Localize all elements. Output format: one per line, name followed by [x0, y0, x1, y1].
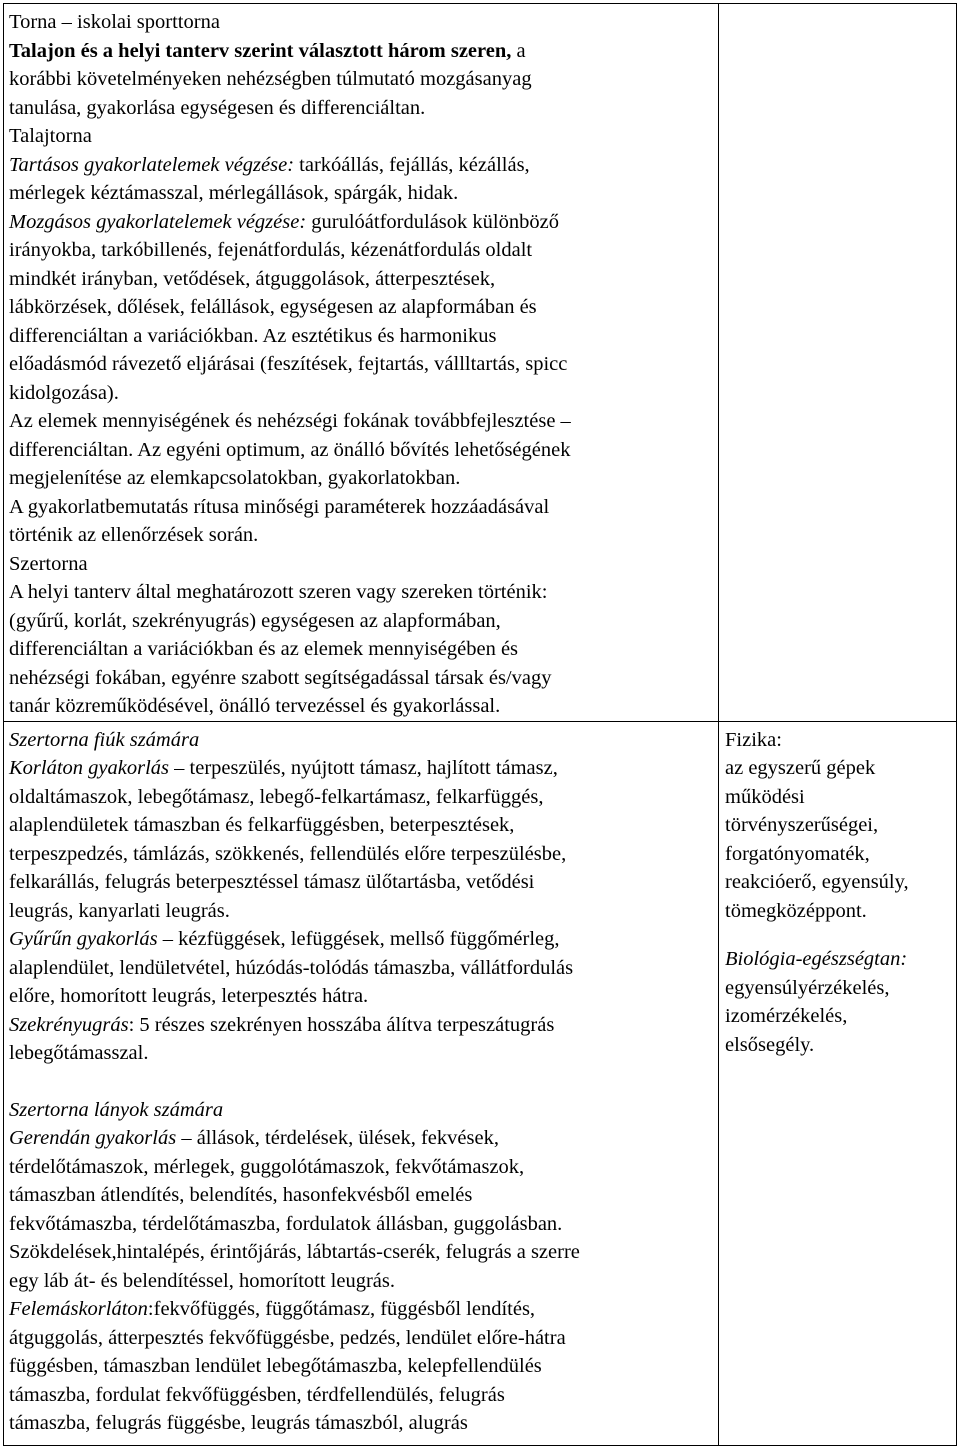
italic-term: Felemáskorláton	[9, 1298, 148, 1320]
text-line	[725, 783, 953, 812]
links-cell-crosscurricular	[719, 721, 957, 1445]
text-segment: differenciáltan a variációkban. Az esztétikus és harmonikus	[9, 324, 497, 347]
text-line	[9, 664, 715, 693]
text-segment: korábbi követelményeken nehézségben túlmutató mozgásanyag	[9, 68, 532, 90]
italic-term: Biológia-egészségtan:	[725, 948, 908, 970]
text-line	[9, 635, 715, 664]
text-segment: Szertorna	[9, 552, 88, 575]
text-segment: A helyi tanterv által meghatározott szeren vagy szereken történik:	[9, 581, 548, 603]
text-segment: : 5 részes szekrényen hosszába álítva terpeszátugrás	[128, 1013, 555, 1036]
text-segment: mérlegek kéztámasszal, mérlegállások, spárgák, hidak.	[9, 182, 459, 204]
curriculum-table	[3, 3, 957, 1446]
text-line	[9, 578, 715, 607]
text-segment: differenciáltan. Az egyéni optimum, az önálló bővítés lehetőségének	[9, 438, 571, 461]
text-segment: támaszba, felugrás függésbe, leugrás támaszból, alugrás	[9, 1412, 468, 1434]
italic-term: Szertorna fiúk számára	[9, 728, 200, 751]
text-segment: tarkóállás, fejállás, kézállás,	[294, 153, 530, 176]
text-line	[9, 925, 715, 954]
text-segment: nehézségi fokában, egyénre szabott segítségadással társak és/vagy	[9, 666, 552, 689]
text-line	[725, 1031, 953, 1060]
italic-term: Mozgásos gyakorlatelemek végzése:	[9, 210, 307, 233]
text-line	[725, 840, 953, 869]
text-segment: mindkét irányban, vetődések, átguggolások, átterpesztések,	[9, 267, 496, 290]
text-segment: támaszba, fordulat fekvőfüggésben, térdfellendülés, felugrás	[9, 1383, 505, 1406]
text-segment: oldaltámaszok, lebegőtámasz, lebegő-felkartámasz, felkarfüggés,	[9, 785, 544, 808]
text-segment: térdelőtámaszok, mérlegek, guggolótámaszok, fekvőtámaszok,	[9, 1155, 525, 1178]
text-line	[725, 868, 953, 897]
text-line	[725, 974, 953, 1003]
text-line	[725, 726, 953, 755]
italic-term: Gyűrűn gyakorlás	[9, 928, 158, 950]
table-row	[4, 4, 957, 722]
text-line	[9, 151, 715, 180]
text-segment: Talajtorna	[9, 125, 92, 147]
text-line	[9, 322, 715, 351]
text-segment: támaszban átlendítés, belendítés, hasonfekvésből emelés	[9, 1184, 473, 1206]
text-line	[9, 1238, 715, 1267]
links-cell-empty	[719, 4, 957, 722]
text-line	[9, 897, 715, 926]
text-segment: a	[511, 39, 526, 62]
text-segment: tömegközéppont.	[725, 899, 867, 922]
text-line	[9, 293, 715, 322]
text-segment: A gyakorlatbemutatás rítusa minőségi paraméterek hozzáadásával	[9, 495, 550, 518]
text-line	[9, 1153, 715, 1182]
text-line	[9, 208, 715, 237]
text-line	[9, 1210, 715, 1239]
text-segment: függésben, támaszban lendület lebegőtámaszba, kelepfellendülés	[9, 1355, 542, 1377]
text-line	[725, 1002, 953, 1031]
text-line	[9, 379, 715, 408]
text-segment: működési	[725, 785, 805, 808]
text-line	[9, 407, 715, 436]
table-row	[4, 721, 957, 1445]
text-block	[725, 726, 953, 1060]
text-segment: – kézfüggések, lefüggések, mellső függőmérleg,	[157, 928, 560, 950]
text-line	[9, 493, 715, 522]
text-segment: differenciáltan a variációkban és az elemek mennyiségében és	[9, 638, 519, 660]
text-line	[9, 868, 715, 897]
text-segment: alaplendület, lendületvétel, húzódás-tolódás támaszba, vállátfordulás	[9, 956, 574, 979]
text-segment: előre, homorított leugrás, leterpesztés hátra.	[9, 985, 369, 1007]
italic-term: Korláton gyakorlás	[9, 757, 170, 779]
text-block	[9, 726, 715, 1438]
text-segment: Szökdelések,hintalépés, érintőjárás, lábtartás-cserék, felugrás a szerre	[9, 1241, 580, 1263]
text-segment: – terpeszülés, nyújtott támasz, hajlított támasz,	[169, 757, 558, 779]
text-segment: reakcióerő, egyensúly,	[725, 871, 909, 893]
text-segment: lebegőtámasszal.	[9, 1042, 149, 1064]
content-cell-gymnastics	[4, 4, 719, 722]
text-segment: fekvőtámaszba, térdelőtámaszba, fordulatok állásban, guggolásban.	[9, 1212, 563, 1235]
text-line	[9, 607, 715, 636]
text-line	[9, 1324, 715, 1353]
text-segment: átguggolás, átterpesztés fekvőfüggésbe, pedzés, lendület előre-hátra	[9, 1326, 566, 1349]
text-segment: izomérzékelés,	[725, 1005, 848, 1027]
text-line	[9, 954, 715, 983]
text-line	[9, 521, 715, 550]
text-segment: – állások, térdelések, ülések, fekvések,	[176, 1127, 499, 1149]
text-segment: Torna – iskolai sporttorna	[9, 11, 220, 33]
text-line	[9, 94, 715, 123]
text-segment: egyensúlyérzékelés,	[725, 976, 890, 999]
text-line	[9, 122, 715, 151]
text-line	[9, 1124, 715, 1153]
text-segment: irányokba, tarkóbillenés, fejenátfordulás, kézenátfordulás oldalt	[9, 239, 533, 261]
text-segment: gurulóátfordulások különböző	[306, 210, 559, 233]
text-segment: terpeszpedzés, támlázás, szökkenés, fellendülés előre terpeszülésbe,	[9, 842, 567, 865]
text-line	[9, 265, 715, 294]
text-segment: egy láb át- és belendítéssel, homorított leugrás.	[9, 1269, 395, 1292]
text-line	[9, 350, 715, 379]
text-line	[9, 754, 715, 783]
text-line	[9, 1039, 715, 1068]
text-segment: :fekvőfüggés, függőtámasz, függésből lendítés,	[147, 1298, 536, 1320]
text-line	[9, 464, 715, 493]
text-line	[9, 811, 715, 840]
text-line	[9, 1267, 715, 1296]
blank-line	[725, 925, 953, 945]
text-line	[9, 8, 715, 37]
italic-term: Szertorna lányok számára	[9, 1098, 224, 1121]
text-segment: leugrás, kanyarlati leugrás.	[9, 899, 230, 922]
text-line	[9, 692, 715, 721]
text-block	[9, 8, 715, 721]
text-line	[9, 1181, 715, 1210]
text-line	[9, 550, 715, 579]
text-segment: Fizika:	[725, 728, 782, 751]
text-line	[9, 840, 715, 869]
italic-term: Szekrényugrás	[9, 1013, 129, 1036]
text-segment: előadásmód rávezető eljárásai (feszítések, fejtartás, vállltartás, spicc	[9, 353, 568, 375]
text-line	[9, 783, 715, 812]
text-segment: elsősegély.	[725, 1033, 815, 1056]
text-segment: alaplendületek támaszban és felkarfüggésben, beterpesztések,	[9, 814, 515, 836]
text-line	[725, 811, 953, 840]
text-segment: (gyűrű, korlát, szekrényugrás) egységesen az alapformában,	[9, 609, 501, 632]
text-segment: törvényszerűségei,	[725, 814, 879, 836]
text-line	[9, 1096, 715, 1125]
text-line	[9, 1381, 715, 1410]
italic-term: Gerendán gyakorlás	[9, 1127, 177, 1149]
blank-line	[9, 1068, 715, 1096]
text-line	[9, 436, 715, 465]
text-line	[9, 179, 715, 208]
text-segment: Az elemek mennyiségének és nehézségi fokának továbbfejlesztése –	[9, 410, 571, 432]
text-segment: kidolgozása).	[9, 381, 119, 404]
bold-term: Talajon és a helyi tanterv szerint választott három szeren,	[9, 39, 512, 62]
text-segment: felkarállás, felugrás beterpesztéssel támasz ülőtartásba, vetődési	[9, 871, 535, 893]
text-segment: tanulása, gyakorlása egységesen és differenciáltan.	[9, 96, 426, 119]
text-line	[725, 897, 953, 926]
text-segment: forgatónyomaték,	[725, 842, 870, 865]
text-segment: megjelenítése az elemkapcsolatokban, gyakorlatokban.	[9, 467, 461, 489]
italic-term: Tartásos gyakorlatelemek végzése:	[9, 153, 295, 176]
text-line	[9, 726, 715, 755]
text-segment: tanár közreműködésével, önálló tervezéssel és gyakorlással.	[9, 695, 501, 717]
text-line	[9, 37, 715, 66]
text-line	[9, 1409, 715, 1438]
text-segment: az egyszerű gépek	[725, 757, 876, 779]
text-line	[9, 982, 715, 1011]
text-line	[9, 236, 715, 265]
text-line	[9, 1352, 715, 1381]
text-line	[9, 1295, 715, 1324]
text-line	[725, 754, 953, 783]
content-cell-apparatus	[4, 721, 719, 1445]
text-line	[9, 1011, 715, 1040]
text-segment: lábkörzések, dőlések, felállások, egységesen az alapformában és	[9, 296, 537, 318]
text-line	[9, 65, 715, 94]
text-segment: történik az ellenőrzések során.	[9, 524, 259, 546]
text-line	[725, 945, 953, 974]
